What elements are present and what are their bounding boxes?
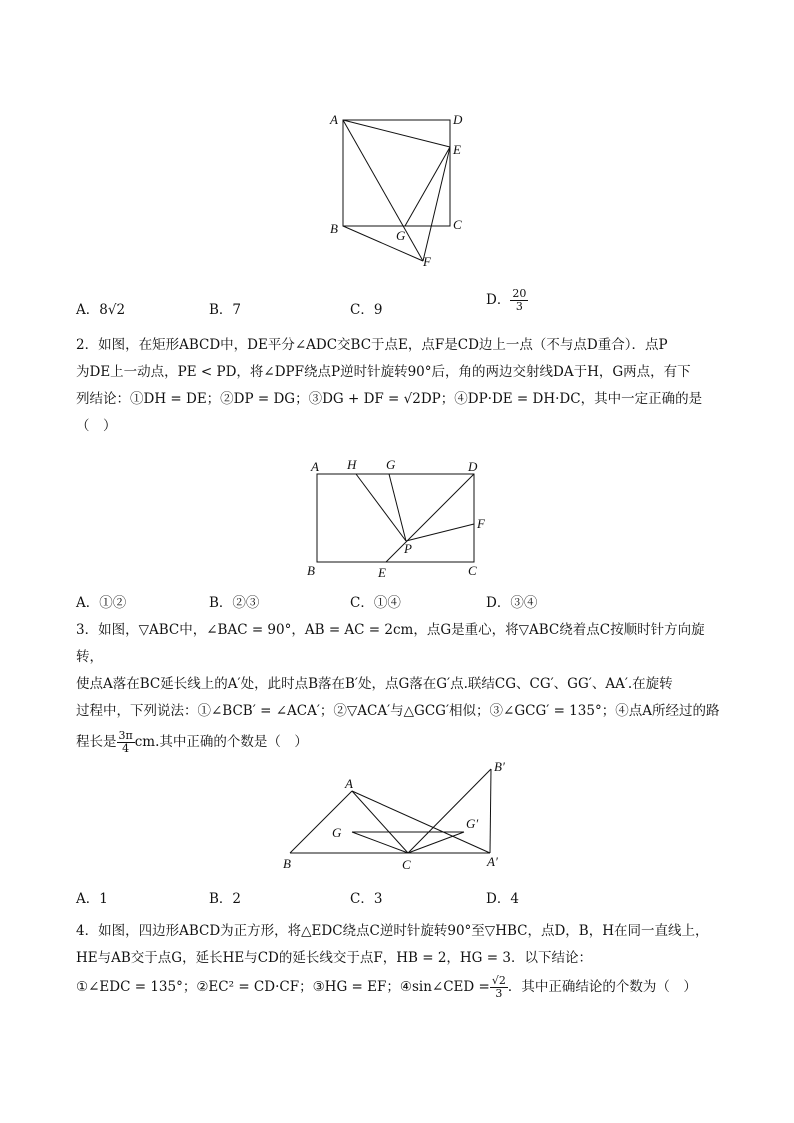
fig2-rectangle <box>317 474 474 562</box>
q3-fraction <box>117 730 135 755</box>
q4-fraction <box>490 975 508 1000</box>
fig3-line-ac <box>352 791 408 853</box>
fig2-label-g: G <box>386 457 396 472</box>
q3-option-d[interactable]: D．4 <box>486 891 519 907</box>
fig2-label-h: H <box>347 457 357 472</box>
fig3-label-a-prime: A′ <box>487 854 498 869</box>
fig1-line-bf <box>343 226 423 261</box>
q4-line-3-pre: ①∠EDC = 135°；②EC² = CD·CF；③HG = EF；④sin∠CED = <box>76 979 490 995</box>
fig3-label-b: B <box>283 856 291 871</box>
q1-option-d-prefix: D． <box>486 292 511 308</box>
q1-option-b[interactable]: B．7 <box>209 302 242 318</box>
fig3-label-g-prime: G′ <box>466 816 479 831</box>
q4-fraction-den: 3 <box>495 987 503 1000</box>
fig3-label-g: G <box>332 825 342 840</box>
q3-line-2: 使点A落在BC延长线上的A′处，此时点B落在B′处，点G落在G′点.联结CG、CG′、GG′、AA′.在旋转 <box>76 676 673 692</box>
fig3-line-cb-prime <box>408 769 491 853</box>
fig1-label-b: B <box>330 221 338 236</box>
q3-option-a[interactable]: A．1 <box>76 891 108 907</box>
q3-text <box>76 617 726 756</box>
fig2-label-a: A <box>311 459 319 474</box>
q3-line-3: 过程中，下列说法：①∠BCB′ = ∠ACA′；②▽ACA′与△GCG′相似；③∠GCG′ = 135°；④点A所经过的路 <box>76 703 720 719</box>
q1-option-d[interactable] <box>486 288 528 313</box>
q2-text <box>76 332 726 440</box>
q2-line-2: 为DE上一动点，PE < PD，将∠DPF绕点P逆时针旋转90°后，角的两边交射线DA于H，G两点，有下 <box>76 364 691 380</box>
fig1-label-c: C <box>453 217 462 232</box>
fig2-line-hp <box>356 474 406 541</box>
q2-option-d[interactable]: D．③④ <box>486 595 538 611</box>
fig1-line-af <box>343 120 423 261</box>
q3-fraction-num: 3π <box>118 729 133 742</box>
q3-fraction-den: 4 <box>122 742 130 755</box>
fig2-line-gp <box>389 474 406 541</box>
q3-line-4-post: cm.其中正确的个数是（ ） <box>134 734 308 750</box>
q4-fraction-num: √2 <box>491 974 506 987</box>
q2-line-4: （ ） <box>76 418 117 434</box>
q4-line-1: 4．如图，四边形ABCD为正方形，将△EDC绕点C逆时针旋转90°至▽HBC，点D，B，H在同一直线上， <box>76 923 709 939</box>
q1-option-d-fraction <box>510 288 528 313</box>
fig2-label-f: F <box>477 516 485 531</box>
fig2-label-d: D <box>468 459 478 474</box>
fig1-label-a: A <box>330 112 338 127</box>
q1-option-d-num: 20 <box>512 287 527 300</box>
fig3-line-b-prime-a-prime <box>490 769 491 853</box>
fig1-square <box>343 120 450 226</box>
fig1-label-e: E <box>453 142 461 157</box>
fig3-label-a: A <box>345 776 353 791</box>
figure-3 <box>275 755 525 875</box>
q4-line-2: HE与AB交于点G，延长HE与CD的延长线交于点F，HB = 2，HG = 3．以下结论： <box>76 950 592 966</box>
q1-option-d-den: 3 <box>515 300 523 313</box>
q3-line-4-pre: 程长是 <box>76 734 117 750</box>
fig3-line-ab <box>290 791 352 853</box>
figure-1 <box>320 105 480 275</box>
fig1-label-d: D <box>453 112 463 127</box>
q2-line-3: 列结论：①DH = DE；②DP = DG；③DG + DF = √2DP；④DP·DE = DH·DC，其中一定正确的是 <box>76 391 703 407</box>
q2-line-1: 2．如图，在矩形ABCD中，DE平分∠ADC交BC于点E，点F是CD边上一点（不与点D重合）．点P <box>76 337 668 353</box>
q1-option-c[interactable]: C．9 <box>350 302 383 318</box>
fig3-line-cg <box>352 832 408 853</box>
q2-option-a[interactable]: A．①② <box>76 595 127 611</box>
q3-option-c[interactable]: C．3 <box>350 891 383 907</box>
fig2-label-c: C <box>468 563 477 578</box>
fig1-line-ef <box>423 147 450 261</box>
fig1-line-ae <box>343 120 450 147</box>
q4-line-3-post: ．其中正确结论的个数为（ ） <box>507 979 697 995</box>
q2-option-b[interactable]: B．②③ <box>209 595 260 611</box>
fig1-label-f: F <box>423 254 431 269</box>
q2-option-c[interactable]: C．①④ <box>350 595 401 611</box>
fig3-label-b-prime: B′ <box>494 759 505 774</box>
fig2-label-b: B <box>307 563 315 578</box>
fig3-line-cg-prime <box>408 832 464 853</box>
fig2-line-de <box>386 474 474 562</box>
fig2-label-e: E <box>378 565 386 580</box>
q4-line-3 <box>76 974 726 1001</box>
fig1-line-eg <box>405 147 450 226</box>
figure-2 <box>300 455 500 583</box>
fig2-label-p: P <box>404 541 412 556</box>
fig1-label-g: G <box>396 228 406 243</box>
q1-option-a[interactable]: A．8√2 <box>76 302 126 318</box>
q3-line-1: 3．如图，▽ABC中，∠BAC = 90°，AB = AC = 2cm，点G是重心，将▽ABC绕着点C按顺时针方向旋转， <box>76 622 705 665</box>
fig3-label-c: C <box>402 857 411 872</box>
q3-line-4 <box>76 729 726 756</box>
q3-option-b[interactable]: B．2 <box>209 891 242 907</box>
q4-text <box>76 918 726 1001</box>
